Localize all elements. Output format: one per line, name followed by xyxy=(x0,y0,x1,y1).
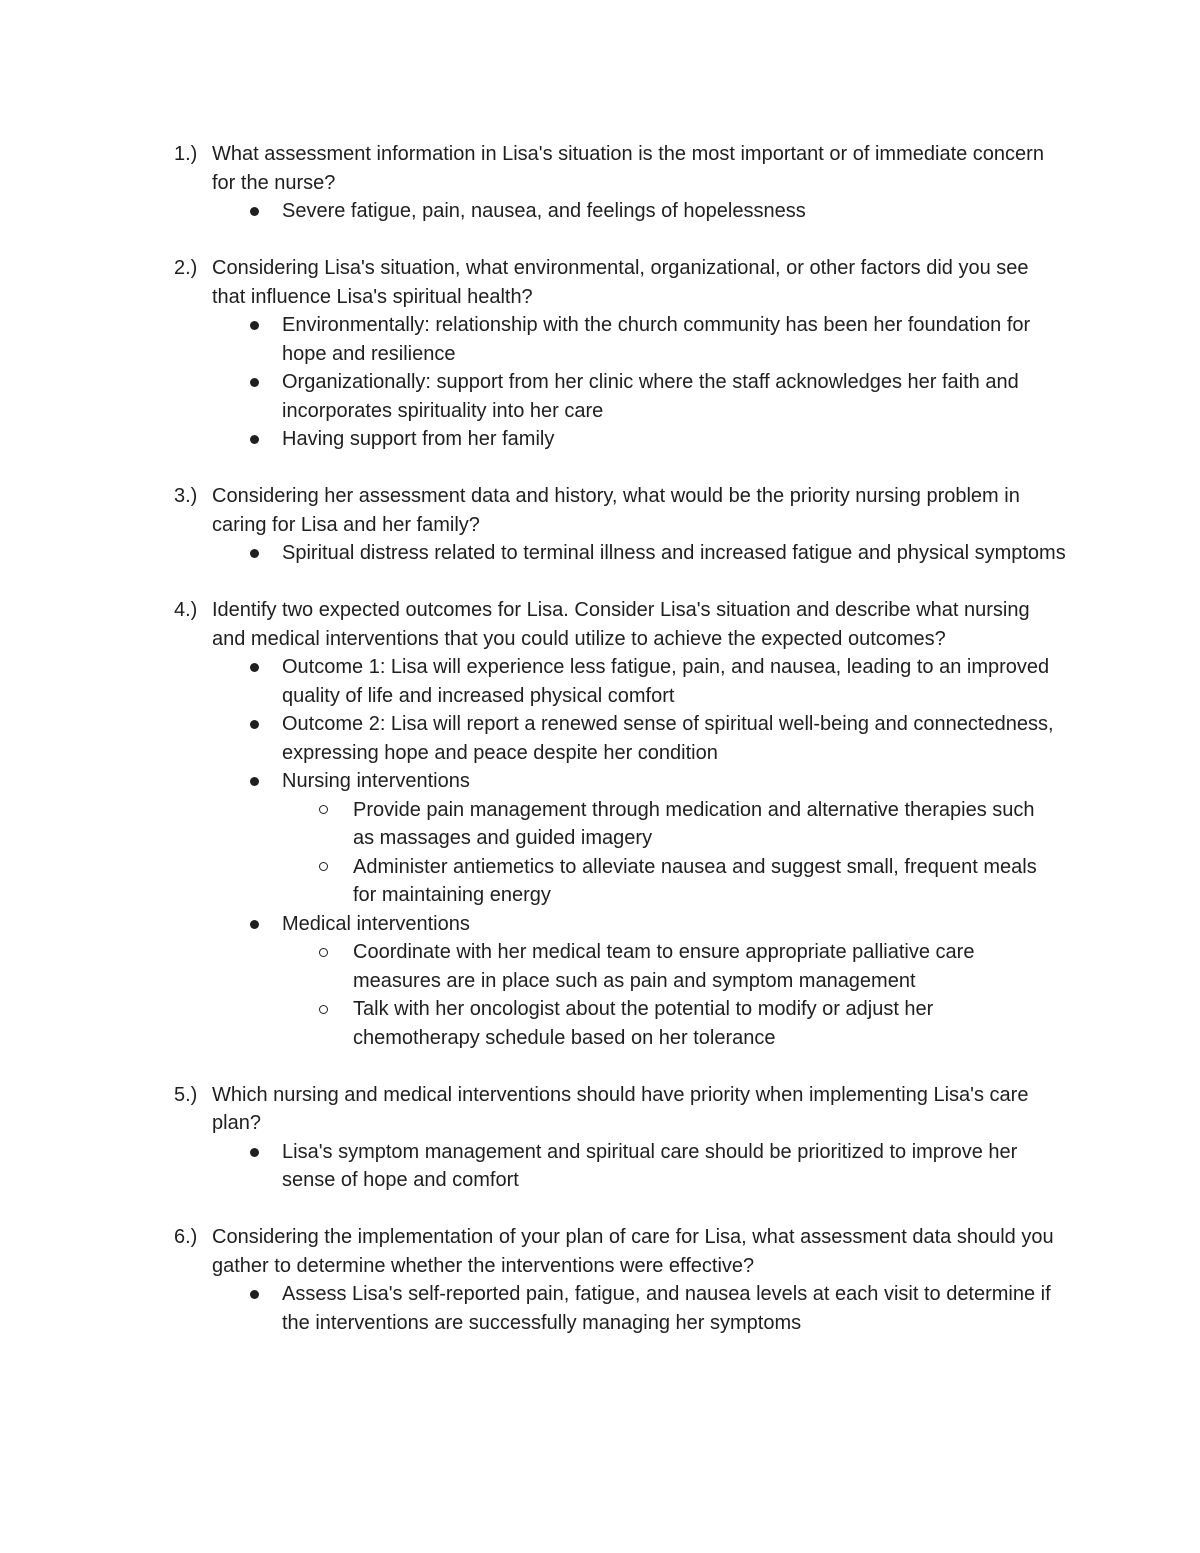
sub-answer-text: Administer antiemetics to alleviate nausea and suggest small, frequent meals for maintaining energy xyxy=(353,855,1037,906)
sub-answer-text: Coordinate with her medical team to ensure appropriate palliative care measures are in place such as pain and symptom management xyxy=(353,941,975,992)
answer-bullet xyxy=(0,368,1067,425)
answer-bullet xyxy=(0,539,1067,568)
bullet-dot-icon xyxy=(250,378,259,387)
question-item xyxy=(0,1081,1200,1195)
answer-bullet xyxy=(0,653,1067,710)
answer-sub-bullet xyxy=(0,938,1053,995)
answer-sub-bullet xyxy=(0,796,1053,853)
question-number: 5.) xyxy=(174,1083,198,1106)
answer-text: Outcome 2: Lisa will report a renewed sense of spiritual well-being and connectedness, expressing hope and peace despite her condition xyxy=(282,713,1054,764)
answer-text: Spiritual distress related to terminal illness and increased fatigue and physical symptoms xyxy=(282,542,1066,564)
question-text: Identify two expected outcomes for Lisa. Consider Lisa's situation and describe what nursing and medical interventions that you could utilize to achieve the expected outcomes? xyxy=(212,599,1030,650)
bullet-dot-icon xyxy=(250,663,259,672)
answer-text: Nursing interventions xyxy=(282,770,470,792)
question-text-block xyxy=(0,482,1062,539)
bullet-dot-icon xyxy=(250,549,259,558)
question-text-block xyxy=(0,1081,1062,1138)
question-item xyxy=(0,140,1200,226)
question-item xyxy=(0,596,1200,1052)
answer-text: Assess Lisa's self-reported pain, fatigue, and nausea levels at each visit to determine if the interventions are successfully managing her symptoms xyxy=(282,1283,1051,1334)
question-item xyxy=(0,1223,1200,1337)
answer-bullet xyxy=(0,910,1067,939)
question-text: Which nursing and medical interventions should have priority when implementing Lisa's care plan? xyxy=(212,1083,1029,1134)
question-number: 1.) xyxy=(174,143,198,165)
document-page xyxy=(0,140,1200,1366)
question-text: What assessment information in Lisa's situation is the most important or of immediate concern for the nurse? xyxy=(212,143,1044,194)
question-item xyxy=(0,254,1200,454)
question-text: Considering Lisa's situation, what environmental, organizational, or other factors did you see that influence Lisa's spiritual health? xyxy=(212,257,1029,308)
answer-sub-bullet xyxy=(0,995,1053,1052)
question-text: Considering the implementation of your plan of care for Lisa, what assessment data should you gather to determine whether the interventions were effective? xyxy=(212,1226,1054,1277)
bullet-dot-icon xyxy=(250,207,259,216)
question-text-block xyxy=(0,254,1062,311)
bullet-circle-icon xyxy=(319,862,328,871)
bullet-dot-icon xyxy=(250,1148,259,1157)
answer-text: Environmentally: relationship with the church community has been her foundation for hope and resilience xyxy=(282,314,1031,365)
sub-answer-text: Provide pain management through medication and alternative therapies such as massages and guided imagery xyxy=(353,798,1035,849)
question-text-block xyxy=(0,1223,1062,1280)
answer-bullet xyxy=(0,1280,1067,1337)
answer-bullet xyxy=(0,311,1067,368)
answer-text: Having support from her family xyxy=(282,428,555,450)
bullet-dot-icon xyxy=(250,435,259,444)
answer-text: Medical interventions xyxy=(282,912,470,935)
bullet-dot-icon xyxy=(250,720,259,729)
bullet-circle-icon xyxy=(319,805,328,814)
bullet-circle-icon xyxy=(319,948,328,957)
bullet-dot-icon xyxy=(250,777,259,786)
question-text-block xyxy=(0,596,1062,653)
answer-text: Severe fatigue, pain, nausea, and feelings of hopelessness xyxy=(282,200,806,222)
question-number: 4.) xyxy=(174,599,198,621)
question-text-block xyxy=(0,140,1062,197)
answer-bullet xyxy=(0,197,1067,226)
answer-text: Organizationally: support from her clinic where the staff acknowledges her faith and incorporates spirituality into her care xyxy=(282,371,1019,422)
question-item xyxy=(0,482,1200,568)
answer-bullet xyxy=(0,1138,1067,1195)
answer-bullet xyxy=(0,710,1067,767)
bullet-dot-icon xyxy=(250,321,259,330)
question-number: 6.) xyxy=(174,1226,198,1248)
answer-sub-bullet xyxy=(0,853,1053,910)
bullet-circle-icon xyxy=(319,1005,328,1014)
answer-bullet xyxy=(0,767,1067,796)
answer-text: Lisa's symptom management and spiritual care should be prioritized to improve her sense of hope and comfort xyxy=(282,1140,1018,1191)
question-number: 2.) xyxy=(174,257,198,279)
bullet-dot-icon xyxy=(250,1290,259,1299)
sub-answer-text: Talk with her oncologist about the potential to modify or adjust her chemotherapy schedule based on her tolerance xyxy=(353,998,934,1049)
question-number: 3.) xyxy=(174,485,198,507)
answer-text: Outcome 1: Lisa will experience less fatigue, pain, and nausea, leading to an improved quality of life and increased physical comfort xyxy=(282,656,1050,707)
answer-bullet xyxy=(0,425,1067,454)
bullet-dot-icon xyxy=(250,920,259,929)
question-text: Considering her assessment data and history, what would be the priority nursing problem in caring for Lisa and her family? xyxy=(212,485,1020,536)
